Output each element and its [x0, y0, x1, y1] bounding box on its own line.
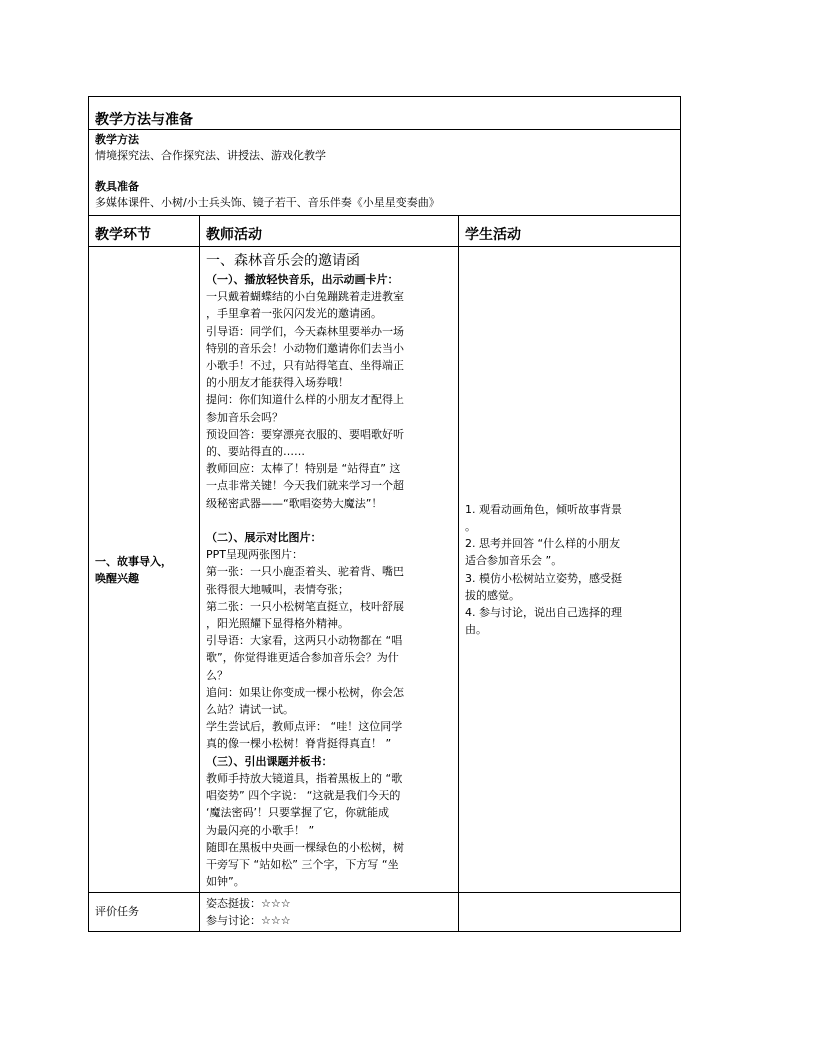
teacher-activity-line: 的小朋友才能获得入场券哦！ [206, 376, 349, 390]
teacher-activity-line: 一只戴着蝴蝶结的小白兔蹦跳着走进教室 [206, 290, 404, 304]
teacher-activity-line: 引导语：同学们，今天森林里要举办一场 [206, 324, 404, 338]
teacher-activity-line: 一点非常关键！今天我们就来学习一个超 [206, 479, 404, 493]
evaluation-item: 参与讨论：☆☆☆ [206, 914, 291, 928]
student-activity-cell [459, 247, 681, 893]
student-activity-line: 1. 观看动画角色，倾听故事背景 [465, 502, 622, 516]
teacher-activity-line: 教师手持放大镜道具，指着黑板上的 “歌 [206, 771, 403, 785]
teacher-activity-line: 追问：如果让你变成一棵小松树，你会怎 [206, 685, 404, 699]
teacher-activity-lines [206, 271, 452, 890]
materials-heading: 教具准备 [95, 180, 139, 193]
teacher-activity-line: 级秘密武器——“歌唱姿势大魔法”！ [206, 496, 383, 510]
teacher-step-heading: （三）、引出课题并板书： [206, 754, 333, 768]
student-activity-line: 适合参加音乐会 ”。 [465, 554, 563, 568]
teacher-activity-line: 随即在黑板中央画一棵绿色的小松树，树 [206, 840, 404, 854]
student-activity-line: 拔的感觉。 [465, 588, 520, 602]
methods-text: 情境探究法、合作探究法、讲授法、游戏化教学 [95, 149, 326, 162]
teacher-activity-line: 参加音乐会吗？ [206, 410, 283, 424]
teacher-activity-line: 引导语：大家看，这两只小动物都在 “唱 [206, 634, 403, 648]
student-activity-line: 4. 参与讨论，说出自己选择的理 [465, 606, 622, 620]
student-activity-line: 由。 [465, 623, 487, 637]
stage-line: 一、故事导入， [95, 554, 172, 568]
teacher-activity-line: 为最闪亮的小歌手！ ” [206, 823, 315, 837]
teacher-activity-line: 真的像一棵小松树！脊背挺得真直！ ” [206, 737, 392, 751]
teacher-activity-title: 一、森林音乐会的邀请函 [206, 253, 360, 269]
header-student-activity: 学生活动 [459, 216, 681, 247]
teacher-activity-line: 教师回应：太棒了！特别是 “站得直” 这 [206, 462, 401, 476]
methods-heading: 教学方法 [95, 133, 139, 146]
teacher-activity-line: PPT呈现两张图片： [206, 548, 303, 562]
teacher-activity-line: 唱姿势” 四个字说： “这就是我们今天的 [206, 789, 401, 803]
methods-and-materials [89, 130, 681, 216]
teacher-activity-line: 张得很大地喊叫，表情夸张； [206, 582, 349, 596]
student-activity-line: 3. 模仿小松树站立姿势，感受挺 [465, 571, 622, 585]
evaluation-criteria [200, 893, 459, 932]
evaluation-empty-cell [459, 893, 681, 932]
teacher-activity-line: 第二张：一只小松树笔直挺立，枝叶舒展 [206, 599, 404, 613]
header-teacher-activity: 教师活动 [200, 216, 459, 247]
teacher-activity-line: 提问：你们知道什么样的小朋友才配得上 [206, 393, 404, 407]
teacher-activity-line: ，阳光照耀下显得格外精神。 [206, 617, 349, 631]
teacher-activity-line: 学生尝试后，教师点评： “哇！这位同学 [206, 720, 403, 734]
evaluation-item: 姿态挺拔：☆☆☆ [206, 897, 291, 911]
teacher-step-heading: （一）、播放轻快音乐，出示动画卡片： [206, 273, 399, 286]
materials-text: 多媒体课件、小树/小士兵头饰、镜子若干、音乐伴奏《小星星变奏曲》 [95, 196, 440, 209]
lesson-plan-document [88, 96, 680, 932]
teacher-activity-line: 小歌手！不过，只有站得笔直、坐得端正 [206, 359, 404, 373]
stage-cell [89, 247, 200, 893]
stage-line: 唤醒兴趣 [95, 571, 139, 585]
teacher-activity-line: 预设回答：要穿漂亮衣服的、要唱歌好听 [206, 427, 404, 441]
teacher-activity-line: 么？ [206, 668, 228, 682]
teacher-activity-line [206, 512, 452, 529]
evaluation-label: 评价任务 [89, 893, 200, 932]
lesson-plan-table [88, 96, 681, 932]
teacher-activity-line: 干旁写下 “站如松” 三个字，下方写 “坐 [206, 857, 399, 871]
teacher-step-heading: （二）、展示对比图片： [206, 531, 322, 545]
teacher-activity-line: 第一张：一只小鹿歪着头、驼着背、嘴巴 [206, 565, 404, 579]
teacher-activity-line: 如钟”。 [206, 875, 245, 889]
teacher-activity-line: 的、要站得直的…… [206, 445, 305, 459]
teacher-activity-line: ‘魔法密码’！只要掌握了它，你就能成 [206, 806, 389, 820]
teacher-activity-cell [200, 247, 459, 893]
section-title: 教学方法与准备 [89, 97, 681, 130]
student-activity-line: 2. 思考并回答 “什么样的小朋友 [465, 537, 621, 551]
teacher-activity-line: 歌”，你觉得谁更适合参加音乐会？为什 [206, 651, 399, 665]
student-activity-lines [465, 501, 674, 639]
teacher-activity-line: 特别的音乐会！小动物们邀请你们去当小 [206, 341, 404, 355]
student-activity-line: 。 [465, 520, 476, 534]
teacher-activity-line: ，手里拿着一张闪闪发光的邀请函。 [206, 307, 382, 321]
header-stage: 教学环节 [89, 216, 200, 247]
teacher-activity-line: 么站？请试一试。 [206, 703, 294, 717]
